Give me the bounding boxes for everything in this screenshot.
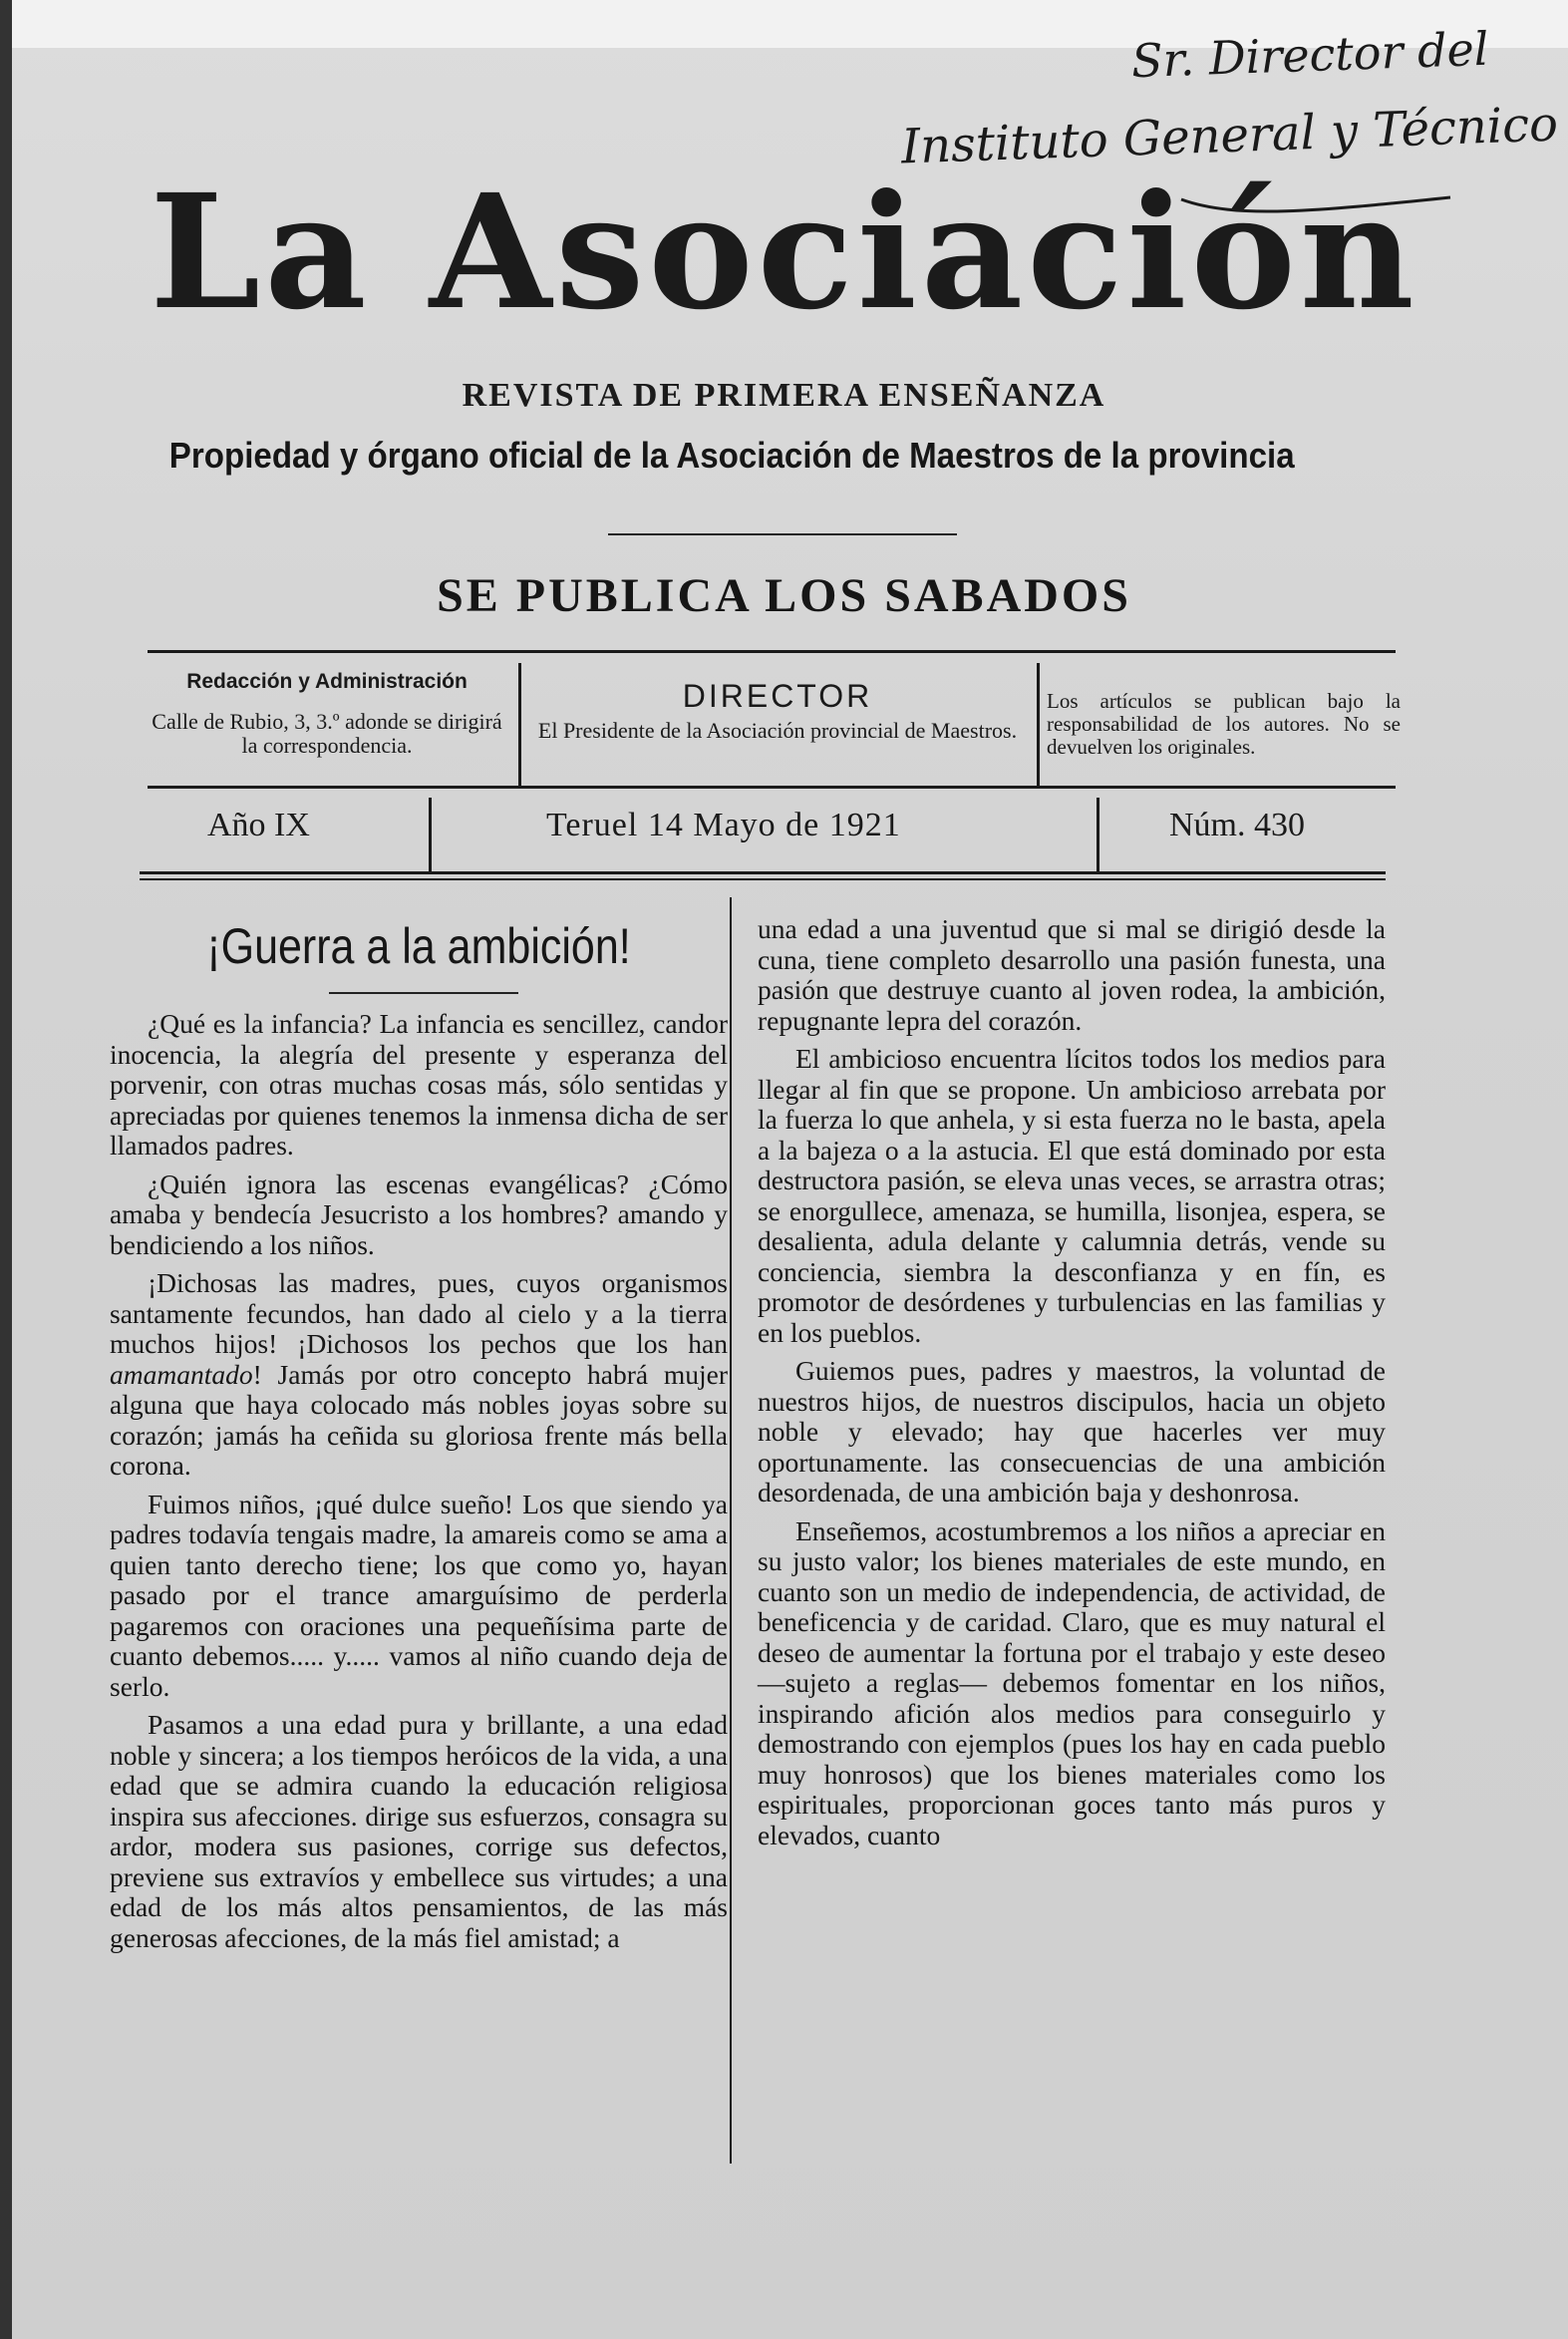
disclaimer-text: Los artículos se publican bajo la responsabilidad de los autores. No se devuelven los originales. — [1047, 689, 1401, 760]
article-paragraph: El ambicioso encuentra lícitos todos los medios para llegar al fin que se propone. Un ambicioso arrebata por la fuerza lo que anhela, y si esta fuerza no le basta, apela a la bajeza o a la astucia. El que está dominado por esta destructora pasión, se eleva unas veces, se arrastra otras; se enorgullece, amenaza, se humilla, lisonjea, espera, se desalienta, adula delante y calumnia detrás, vende su conciencia, siembra la desconfianza y en fín, es promotor de desórdenes y turbulencias en las familias y en los pueblos. — [758, 1043, 1386, 1348]
info-box-top-rule — [148, 650, 1396, 653]
article-title: ¡Guerra a la ambición! — [206, 918, 631, 974]
masthead-rule — [608, 533, 957, 535]
article-paragraph: Pasamos a una edad pura y brillante, a una edad noble y sincera; a los tiempos heróicos de la vida, a una edad que se admira cuando la educación religiosa inspira sus afecciones. dirige sus esfuerzos, consagra su ardor, modera sus pasiones, corrige sus defectos, previene sus extravíos y embellece sus virtudes; a una edad de los más altos pensamientos, de las más generosas afecciones, de la más fiel amistad; a — [110, 1709, 728, 1953]
issue-number: Núm. 430 — [1169, 807, 1305, 843]
article-paragraph: Enseñemos, acostumbremos a los niños a apreciar en su justo valor; los bienes materiales de este mundo, en cuanto son un medio de independencia, de actividad, de beneficencia y de caridad. Claro, que es muy natural el deseo de aumentar la fortuna por el trabajo y este deseo —sujeto a reglas— debemos fomentar en los niños, inspirando afición alos medios para conseguirlo y demostrando con ejemplos (pues los hay en cada pueblo muy honrosos) que los bienes materiales como los espirituales, proporcionan goces tanto más puros y elevados, cuanto — [758, 1514, 1386, 1850]
director-description: El Presidente de la Asociación provincial de Maestros. — [537, 718, 1018, 743]
scan-left-edge — [0, 0, 12, 2339]
article-text: ! Jamás por otro concepto habrá mujer alguna que haya colocado más nobles joyas sobre su corazón; jamás ha ceñida su gloriosa frente más bella corona. — [110, 1358, 728, 1481]
article-paragraph: Fuimos niños, ¡qué dulce sueño! Los que siendo ya padres todavía tengais madre, la amareis como se ama a quien tanto derecho tiene; los que como yo, hayan pasado por el trance amarguísimo de perderla pagaremos con oraciones una pequeñísima parte de cuanto debemos..... y..... vamos al niño cuando deja de serlo. — [110, 1488, 728, 1702]
administration-address: Calle de Rubio, 3, 3.º adonde se dirigirá la correspondencia. — [152, 709, 502, 759]
article-paragraph: Guiemos pues, padres y maestros, la voluntad de nuestros hijos, de nuestros discipulos, hacia un objeto noble y elevado; hay que hacerles ver muy oportunamente. las consecuencias de una ambición desordenada, de una ambición baja y deshonrosa. — [758, 1355, 1386, 1507]
info-box-administration — [148, 670, 506, 758]
info-box-bottom-rule — [148, 786, 1396, 789]
issue-double-rule — [140, 871, 1386, 880]
issue-line — [148, 803, 1396, 862]
column-divider — [730, 897, 732, 2164]
article-column-right — [758, 914, 1386, 1858]
handwritten-address-line-1: Sr. Director del — [1129, 21, 1489, 89]
issue-year: Año IX — [207, 807, 310, 843]
article-title-rule — [329, 992, 518, 994]
publication-schedule: SE PUBLICA LOS SABADOS — [437, 569, 1131, 622]
director-heading: DIRECTOR — [682, 678, 873, 714]
issue-divider-1 — [429, 798, 432, 872]
info-box-director — [528, 678, 1027, 743]
issue-place-date: Teruel 14 Mayo de 1921 — [546, 807, 901, 843]
administration-heading: Redacción y Administración — [186, 670, 468, 693]
article-text: ¡Dichosas las madres, pues, cuyos organismos santamente fecundos, han dado al cielo y a la tierra muchos hijos! ¡Dichosos los pechos que los han — [110, 1267, 728, 1359]
article-paragraph: ¿Qué es la infancia? La infancia es sencillez, candor inocencia, la alegría del presente y esperanza del porvenir, con otras muchas cosas más, sólo sentidas y apreciadas por quienes tenemos la inmensa dicha de ser llamados padres. — [110, 1008, 728, 1161]
issue-divider-2 — [1097, 798, 1099, 872]
info-box-divider-1 — [518, 663, 521, 788]
article-paragraph: una edad a una juventud que si mal se dirigió desde la cuna, tiene completo desarrollo una pasión funesta, una pasión que destruye cuanto al joven rodea, la ambición, repugnante lepra del corazón. — [758, 913, 1386, 1036]
masthead-title: La Asociación — [150, 161, 1418, 345]
masthead-subtitle: REVISTA DE PRIMERA ENSEÑANZA — [462, 377, 1106, 414]
info-box-disclaimer — [1047, 690, 1401, 759]
masthead-organ-line: Propiedad y órgano oficial de la Asociación de Maestros de la provincia — [168, 435, 1295, 476]
article-paragraph: ¿Quién ignora las escenas evangélicas? ¿Cómo amaba y bendecía Jesucristo a los hombres? amando y bendiciendo a los niños. — [110, 1168, 728, 1260]
article-paragraph — [110, 1268, 728, 1482]
handwritten-address-line-2: Instituto General y Técnico — [900, 96, 1559, 175]
article-column-left — [110, 1009, 728, 1961]
info-box-divider-2 — [1037, 663, 1040, 788]
article-emphasis: amamantado — [110, 1358, 253, 1390]
